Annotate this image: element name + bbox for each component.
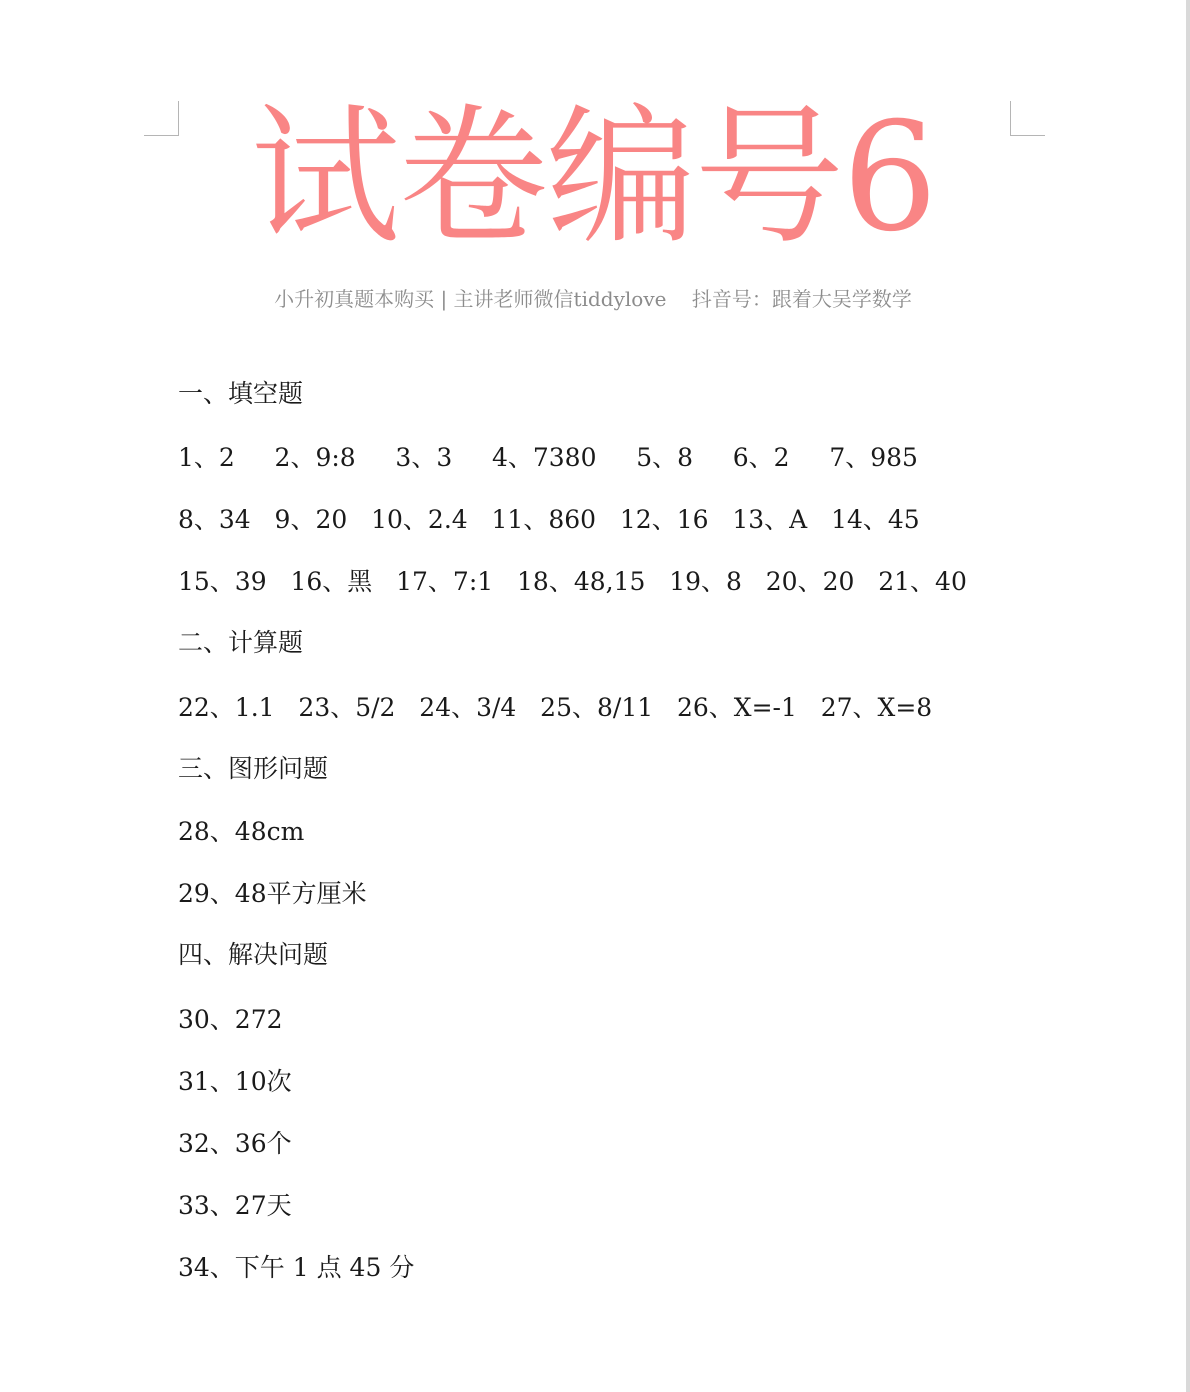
page-subtitle: 小升初真题本购买 | 主讲老师微信tiddylove 抖音号：跟着大吴学数学: [274, 287, 912, 311]
section-heading-calculation: 二、计算题: [178, 628, 304, 657]
answer-row: 22、1.1 23、5/2 24、3/4 25、8/11 26、X=-1 27、X=8: [178, 693, 933, 722]
answer-row: 31、10次: [178, 1067, 292, 1096]
section-heading-geometry: 三、图形问题: [178, 754, 329, 783]
answer-row: 8、34 9、20 10、2.4 11、860 12、16 13、A 14、45: [178, 505, 920, 534]
page-edge: [1186, 0, 1190, 1392]
answer-row: 33、27天: [178, 1191, 292, 1220]
answer-row: 32、36个: [178, 1129, 292, 1158]
answer-row: 34、下午 1 点 45 分: [178, 1253, 415, 1282]
section-heading-problem-solving: 四、解决问题: [178, 940, 329, 969]
page-title: 试卷编号6: [250, 91, 936, 265]
answer-row: 1、2 2、9:8 3、3 4、7380 5、8 6、2 7、985: [178, 443, 918, 472]
answer-row: 15、39 16、黑 17、7:1 18、48,15 19、8 20、20 21、40: [178, 567, 967, 596]
section-heading-fill-blank: 一、填空题: [178, 379, 304, 408]
answer-row: 30、272: [178, 1005, 283, 1034]
answer-row: 28、48cm: [178, 817, 305, 846]
answer-row: 29、48平方厘米: [178, 879, 367, 908]
